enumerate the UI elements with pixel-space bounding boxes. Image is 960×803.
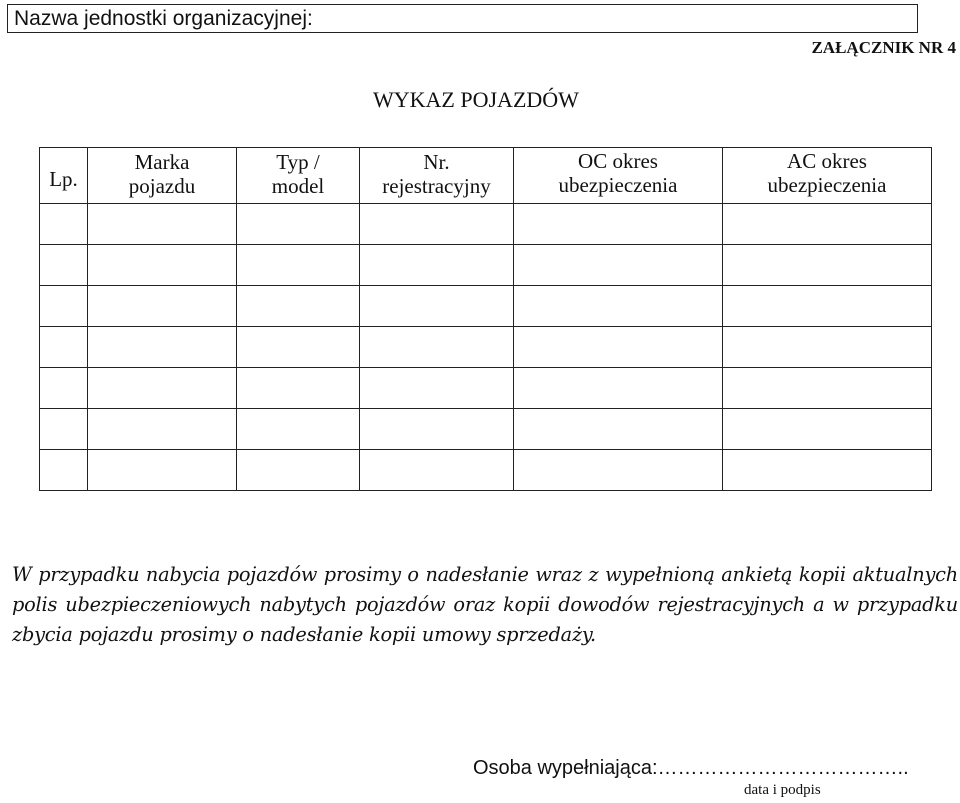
- table-row: [40, 450, 932, 491]
- table-cell-ac[interactable]: [723, 286, 932, 327]
- table-cell-type[interactable]: [237, 286, 360, 327]
- table-cell-reg[interactable]: [360, 245, 514, 286]
- table-cell-ac[interactable]: [723, 204, 932, 245]
- table-cell-oc[interactable]: [514, 286, 723, 327]
- table-cell-lp[interactable]: [40, 245, 88, 286]
- page-title: WYKAZ POJAZDÓW: [373, 87, 579, 112]
- column-header-type-line-1: Typ /: [276, 149, 320, 174]
- column-header-ac: [723, 148, 932, 204]
- table-cell-oc[interactable]: [514, 204, 723, 245]
- table-cell-ac[interactable]: [723, 409, 932, 450]
- column-header-type-line-2: model: [271, 173, 325, 198]
- column-header-type: [237, 148, 360, 204]
- table-cell-oc[interactable]: [514, 327, 723, 368]
- column-header-registration-line-1: Nr.: [423, 149, 450, 174]
- table-cell-lp[interactable]: [40, 204, 88, 245]
- signature-caption: data i podpis: [744, 782, 821, 798]
- table-row: [40, 245, 932, 286]
- table-row: [40, 327, 932, 368]
- column-header-ac-line-1: AC okres: [787, 148, 867, 173]
- table-row: [40, 409, 932, 450]
- table-header-row: [40, 148, 932, 204]
- table-cell-type[interactable]: [237, 204, 360, 245]
- table-cell-ac[interactable]: [723, 450, 932, 491]
- column-header-make: [88, 148, 237, 204]
- column-header-lp-line-1: Lp.: [49, 166, 78, 191]
- table-cell-reg[interactable]: [360, 327, 514, 368]
- table-cell-reg[interactable]: [360, 450, 514, 491]
- notice-text: W przypadku nabycia pojazdów prosimy o nadesłanie wraz z wypełnioną ankietą kopii aktualnych polis ubezpieczeniowych nabytych pojazdów oraz kopii dowodów rejestracyjnych a w przypadku zbycia pojazdu prosimy o nadesłanie kopii umowy sprzedaży.: [12, 563, 958, 646]
- vehicle-table: [39, 147, 932, 491]
- column-header-make-line-1: Marka: [134, 149, 190, 174]
- table-cell-lp[interactable]: [40, 327, 88, 368]
- table-cell-make[interactable]: [88, 245, 237, 286]
- table-cell-oc[interactable]: [514, 450, 723, 491]
- table-cell-oc[interactable]: [514, 409, 723, 450]
- column-header-oc: [514, 148, 723, 204]
- table-row: [40, 368, 932, 409]
- table-cell-lp[interactable]: [40, 368, 88, 409]
- table-cell-ac[interactable]: [723, 368, 932, 409]
- table-cell-oc[interactable]: [514, 368, 723, 409]
- column-header-registration-line-2: rejestracyjny: [382, 173, 491, 198]
- column-header-lp: [40, 148, 88, 204]
- table-cell-make[interactable]: [88, 286, 237, 327]
- table-cell-make[interactable]: [88, 409, 237, 450]
- column-header-oc-line-1: OC okres: [578, 148, 658, 173]
- table-cell-oc[interactable]: [514, 245, 723, 286]
- table-cell-type[interactable]: [237, 368, 360, 409]
- annex-label: ZAŁĄCZNIK NR 4: [811, 38, 956, 57]
- column-header-registration: [360, 148, 514, 204]
- table-cell-type[interactable]: [237, 327, 360, 368]
- org-unit-label: Nazwa jednostki organizacyjnej:: [14, 7, 313, 30]
- table-cell-make[interactable]: [88, 327, 237, 368]
- org-unit-field[interactable]: [7, 4, 918, 33]
- table-cell-lp[interactable]: [40, 409, 88, 450]
- table-cell-type[interactable]: [237, 245, 360, 286]
- table-cell-type[interactable]: [237, 409, 360, 450]
- column-header-oc-line-2: ubezpieczenia: [558, 172, 678, 197]
- table-cell-lp[interactable]: [40, 286, 88, 327]
- signature-label[interactable]: Osoba wypełniająca:………………………………..: [473, 757, 909, 779]
- table-cell-reg[interactable]: [360, 286, 514, 327]
- table-row: [40, 204, 932, 245]
- table-cell-ac[interactable]: [723, 245, 932, 286]
- table-cell-reg[interactable]: [360, 368, 514, 409]
- table-cell-ac[interactable]: [723, 327, 932, 368]
- table-cell-reg[interactable]: [360, 204, 514, 245]
- column-header-make-line-2: pojazdu: [128, 173, 196, 198]
- table-cell-type[interactable]: [237, 450, 360, 491]
- table-cell-reg[interactable]: [360, 409, 514, 450]
- table-cell-make[interactable]: [88, 204, 237, 245]
- table-cell-make[interactable]: [88, 450, 237, 491]
- table-cell-make[interactable]: [88, 368, 237, 409]
- column-header-ac-line-2: ubezpieczenia: [767, 172, 887, 197]
- table-row: [40, 286, 932, 327]
- table-cell-lp[interactable]: [40, 450, 88, 491]
